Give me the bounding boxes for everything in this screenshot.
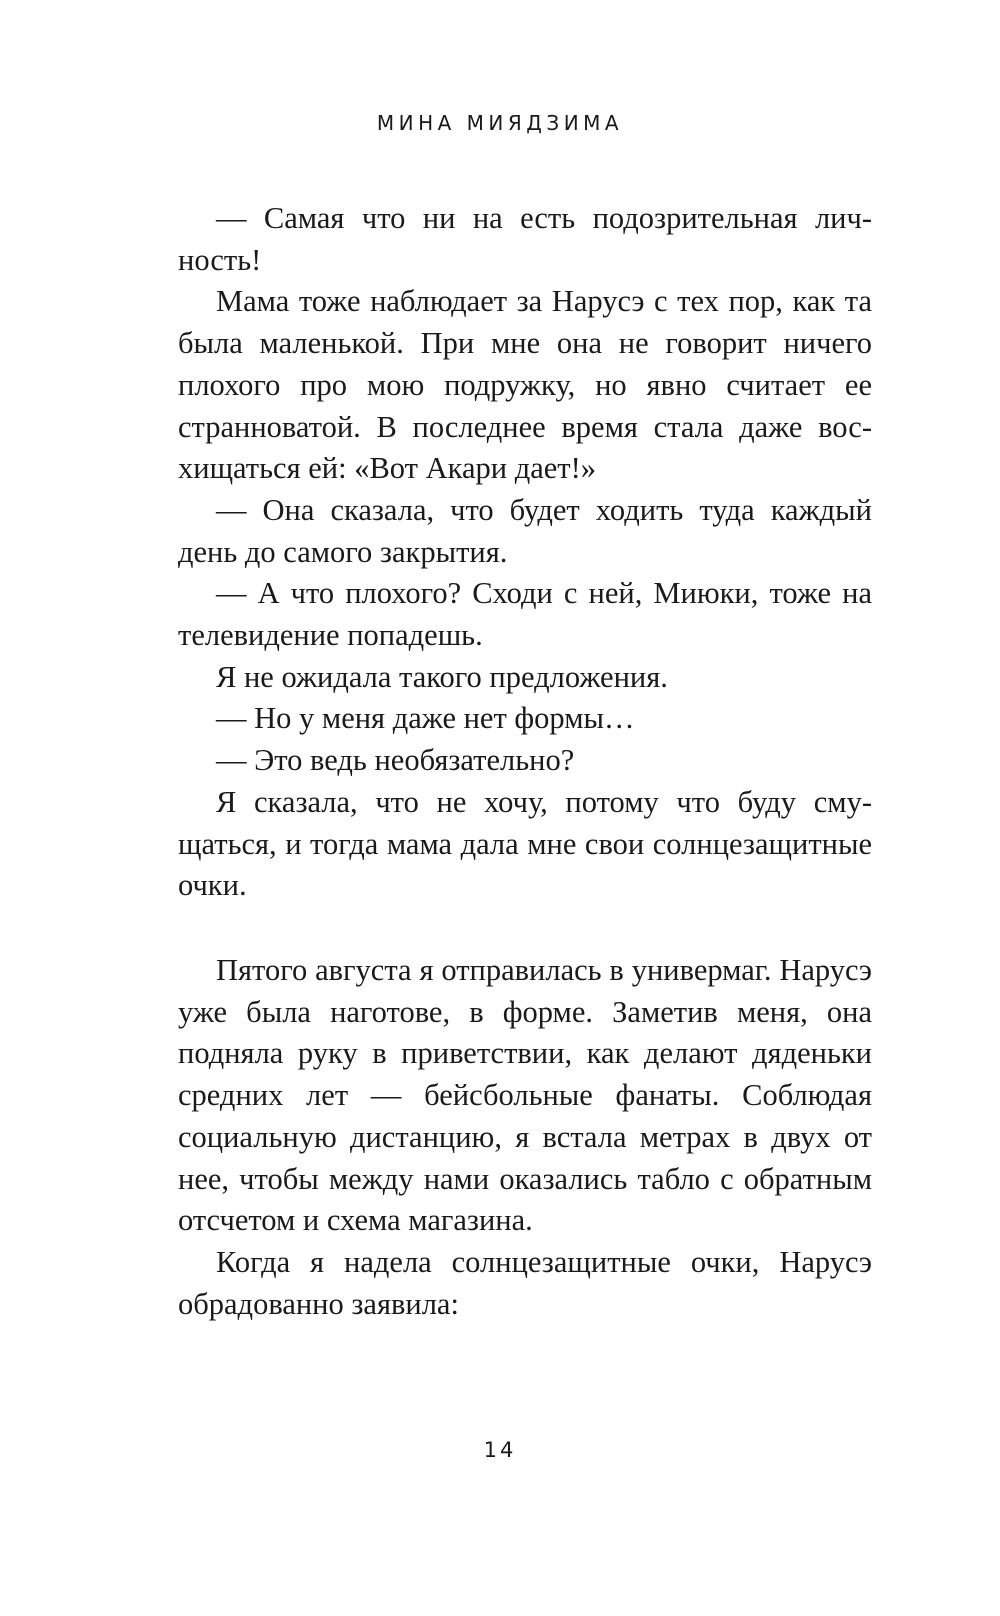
paragraph: — Но у меня даже нет формы… [216, 701, 635, 736]
text-section-2 [178, 950, 872, 1325]
paragraph: Пятого августа я отправилась в универмаг. Нарусэ уже была наготове, в форме. Заметив меня, она подняла руку в приветствии, как делают дяденьки средних лет — бейсбольные фанаты. Соблюдая социальную дистанцию, я встала метрах в двух от нее, чтобы между нами оказались табло с обратным отсчетом и схема магазина. [178, 953, 872, 1238]
text-section-1 [178, 198, 872, 907]
paragraph: Мама тоже наблюдает за Нарусэ с тех пор, как та была маленькой. При мне она не говорит ничего плохого про мою подружку, но явно считает ее странноватой. В последнее время стала даже восхищаться ей: «Вот Акари дает!» [178, 284, 872, 486]
running-header: МИНА МИЯДЗИМА [376, 111, 624, 135]
paragraph: Я не ожидала такого предложения. [216, 659, 668, 694]
page-number: 14 [483, 1438, 517, 1462]
paragraph: — Самая что ни на есть подозрительная личность! [178, 201, 872, 277]
paragraph: Я сказала, что не хочу, потому что буду смущаться, и тогда мама дала мне свои солнцезащитные очки. [178, 784, 872, 903]
paragraph: — Она сказала, что будет ходить туда каждый день до самого закрытия. [178, 492, 872, 569]
paragraph: — А что плохого? Сходи с ней, Миюки, тоже на телевидение попадешь. [178, 576, 872, 653]
paragraph: Когда я надела солнцезащитные очки, Нарусэ обрадованно заявила: [178, 1244, 872, 1321]
paragraph: — Это ведь необязательно? [216, 743, 575, 778]
